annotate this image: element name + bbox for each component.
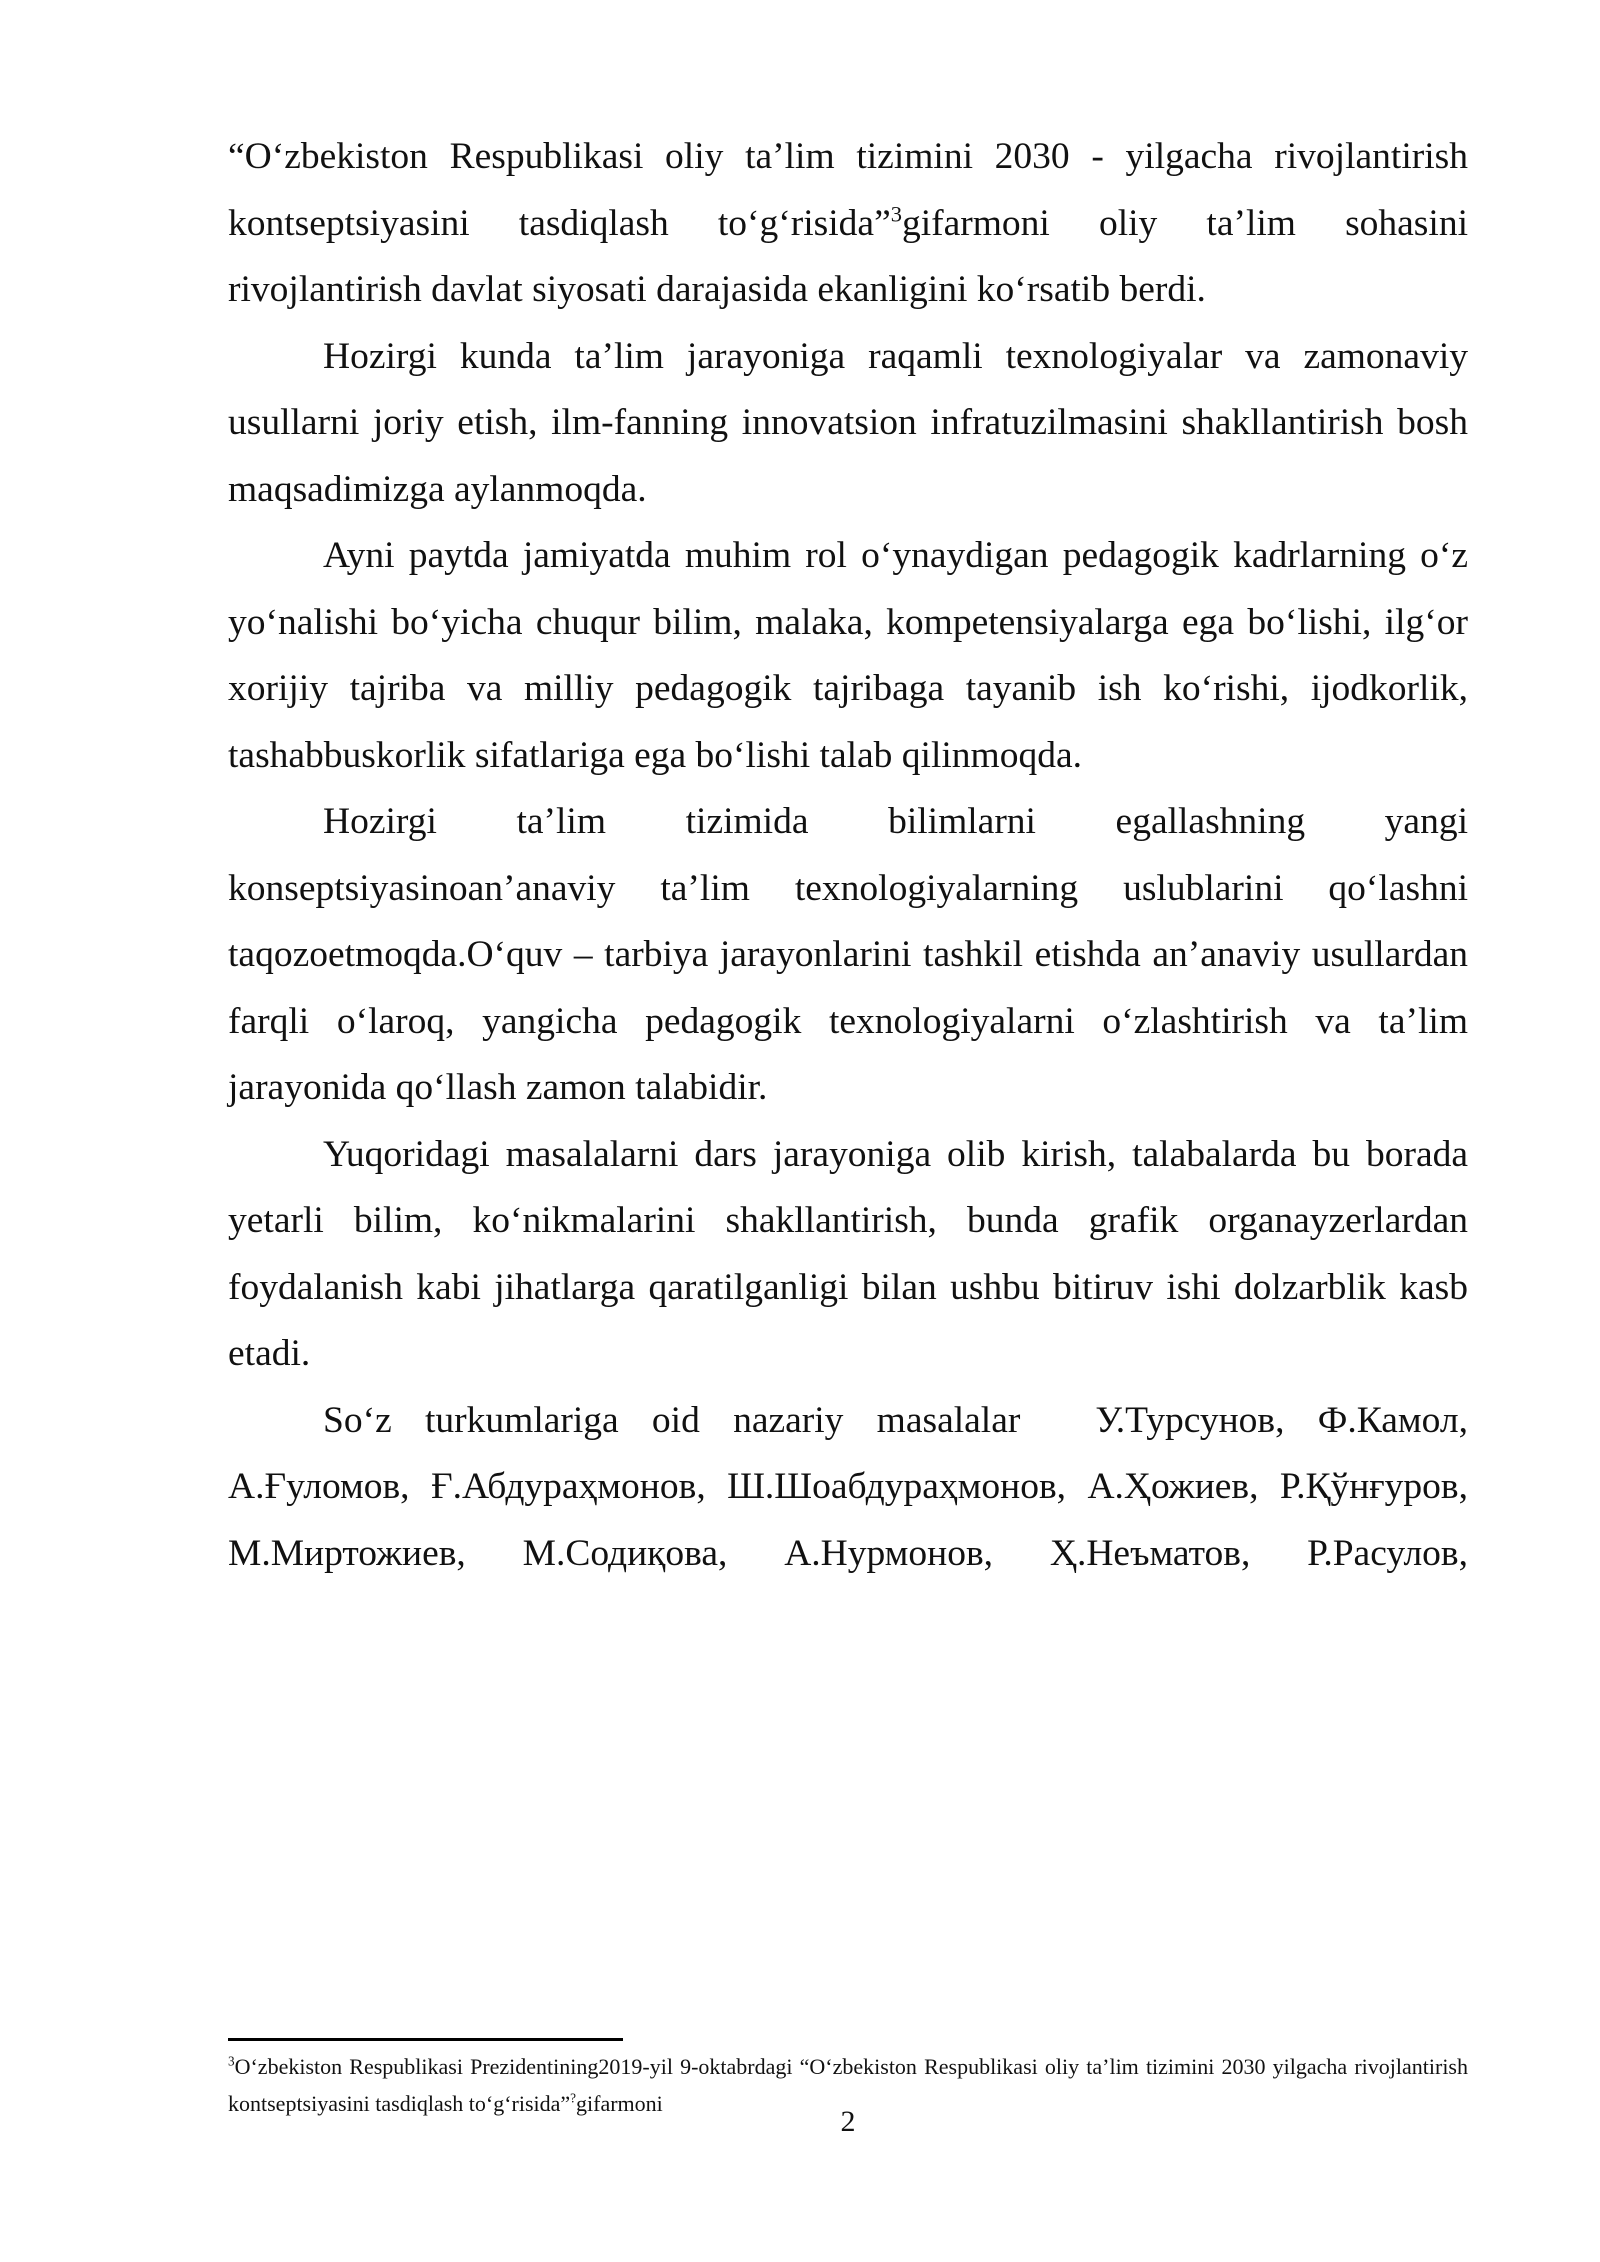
text-line	[228, 191, 1468, 258]
text-line	[228, 590, 1468, 657]
text-segment: Ayni paytda jamiyatda muhim rol o‘ynaydigan pedagogik kadrlarning o‘z	[323, 535, 1468, 576]
text-line	[228, 1388, 1468, 1455]
footnote-text: gifarmoni	[576, 2091, 663, 2116]
footnote-line-1	[228, 2048, 1468, 2085]
text-segment: “O‘zbekiston Respublikasi oliy ta’lim tizimini 2030 - yilgacha rivojlantirish	[228, 136, 1468, 177]
text-segment: yo‘nalishi bo‘yicha chuqur bilim, malaka, kompetensiyalarga ega bo‘lishi, ilg‘or	[228, 601, 1468, 643]
text-line	[228, 789, 1468, 856]
text-line	[228, 1454, 1468, 1521]
text-segment: gifarmoni oliy ta’lim sohasini	[901, 202, 1468, 244]
text-line	[228, 1188, 1468, 1255]
text-line	[228, 1055, 1468, 1122]
text-line	[228, 1321, 1468, 1388]
text-line	[228, 1255, 1468, 1322]
text-segment: konseptsiyasinoan’anaviy ta’lim texnologiyalarning uslublarini qo‘lashni	[228, 867, 1468, 909]
text-segment: etadi.	[228, 1333, 311, 1374]
text-segment: jarayonida qo‘llash zamon talabidir.	[228, 1067, 768, 1108]
text-segment: So‘z turkumlariga oid nazariy masalalar	[323, 1399, 1021, 1441]
page-number: 2	[840, 2105, 856, 2138]
document-body	[228, 124, 1468, 1587]
text-segment: foydalanish kabi jihatlarga qaratilganligi bilan ushbu bitiruv ishi dolzarblik kasb	[228, 1266, 1468, 1308]
text-line	[228, 457, 1468, 524]
text-segment: kontseptsiyasini tasdiqlash to‘g‘risida”	[228, 202, 891, 244]
footnote-superscript-ref: ?	[570, 2090, 577, 2106]
text-segment: А.Ғуломов, Ғ.Абдураҳмонов, Ш.Шоабдураҳмонов, А.Ҳожиев, Р.Қўнғуров,	[228, 1466, 1468, 1507]
text-segment: У.Турсунов, Ф.Камол,	[1095, 1399, 1468, 1441]
footnote-text: kontseptsiyasini tasdiqlash to‘g‘risida”	[228, 2091, 571, 2116]
text-line	[228, 989, 1468, 1056]
text-line	[228, 1122, 1468, 1189]
text-line	[228, 257, 1468, 324]
text-segment: usullarni joriy etish, ilm-fanning innovatsion infratuzilmasini shakllantirish bosh	[228, 402, 1468, 443]
text-line	[228, 656, 1468, 723]
text-line	[228, 1521, 1468, 1588]
text-line	[228, 324, 1468, 391]
text-segment: Yuqoridagi masalalarni dars jarayoniga olib kirish, talabalarda bu borada	[323, 1133, 1468, 1175]
text-segment: rivojlantirish davlat siyosati darajasida ekanligini ko‘rsatib berdi.	[228, 269, 1206, 310]
text-segment: М.Миртожиев, М.Содиқова, А.Нурмонов, Ҳ.Неъматов, Р.Расулов,	[228, 1532, 1468, 1574]
footnote-marker: 3	[228, 2053, 235, 2069]
footnote-separator	[228, 2038, 623, 2041]
text-line	[228, 723, 1468, 790]
text-segment: taqozoetmoqda.O‘quv – tarbiya jarayonlarini tashkil etishda an’anaviy usullardan	[228, 934, 1468, 975]
footnote-reference-superscript: 3	[890, 201, 902, 226]
footnote-text: O‘zbekiston Respublikasi Prezidentining2019-yil 9-oktabrdagi “O‘zbekiston Respublikasi oliy ta’lim tizimini 2030 yilgacha rivojlantirish	[234, 2054, 1468, 2079]
text-line	[228, 922, 1468, 989]
text-line	[228, 523, 1468, 590]
text-segment: Hozirgi ta’lim tizimida bilimlarni egallashning yangi	[323, 801, 1468, 842]
text-segment: farqli o‘laroq, yangicha pedagogik texnologiyalarni o‘zlashtirish va ta’lim	[228, 1000, 1468, 1042]
text-segment: xorijiy tajriba va milliy pedagogik tajribaga tayanib ish ko‘rishi, ijodkorlik,	[228, 668, 1468, 709]
text-segment: yetarli bilim, ko‘nikmalarini shakllantirish, bunda grafik organayzerlardan	[228, 1200, 1468, 1241]
text-line	[228, 124, 1468, 191]
text-segment: tashabbuskorlik sifatlariga ega bo‘lishi talab qilinmoqda.	[228, 734, 1082, 776]
text-segment: Hozirgi kunda ta’lim jarayoniga raqamli texnologiyalar va zamonaviy	[323, 335, 1468, 377]
text-line	[228, 856, 1468, 923]
text-line	[228, 390, 1468, 457]
text-segment: maqsadimizga aylanmoqda.	[228, 468, 647, 510]
